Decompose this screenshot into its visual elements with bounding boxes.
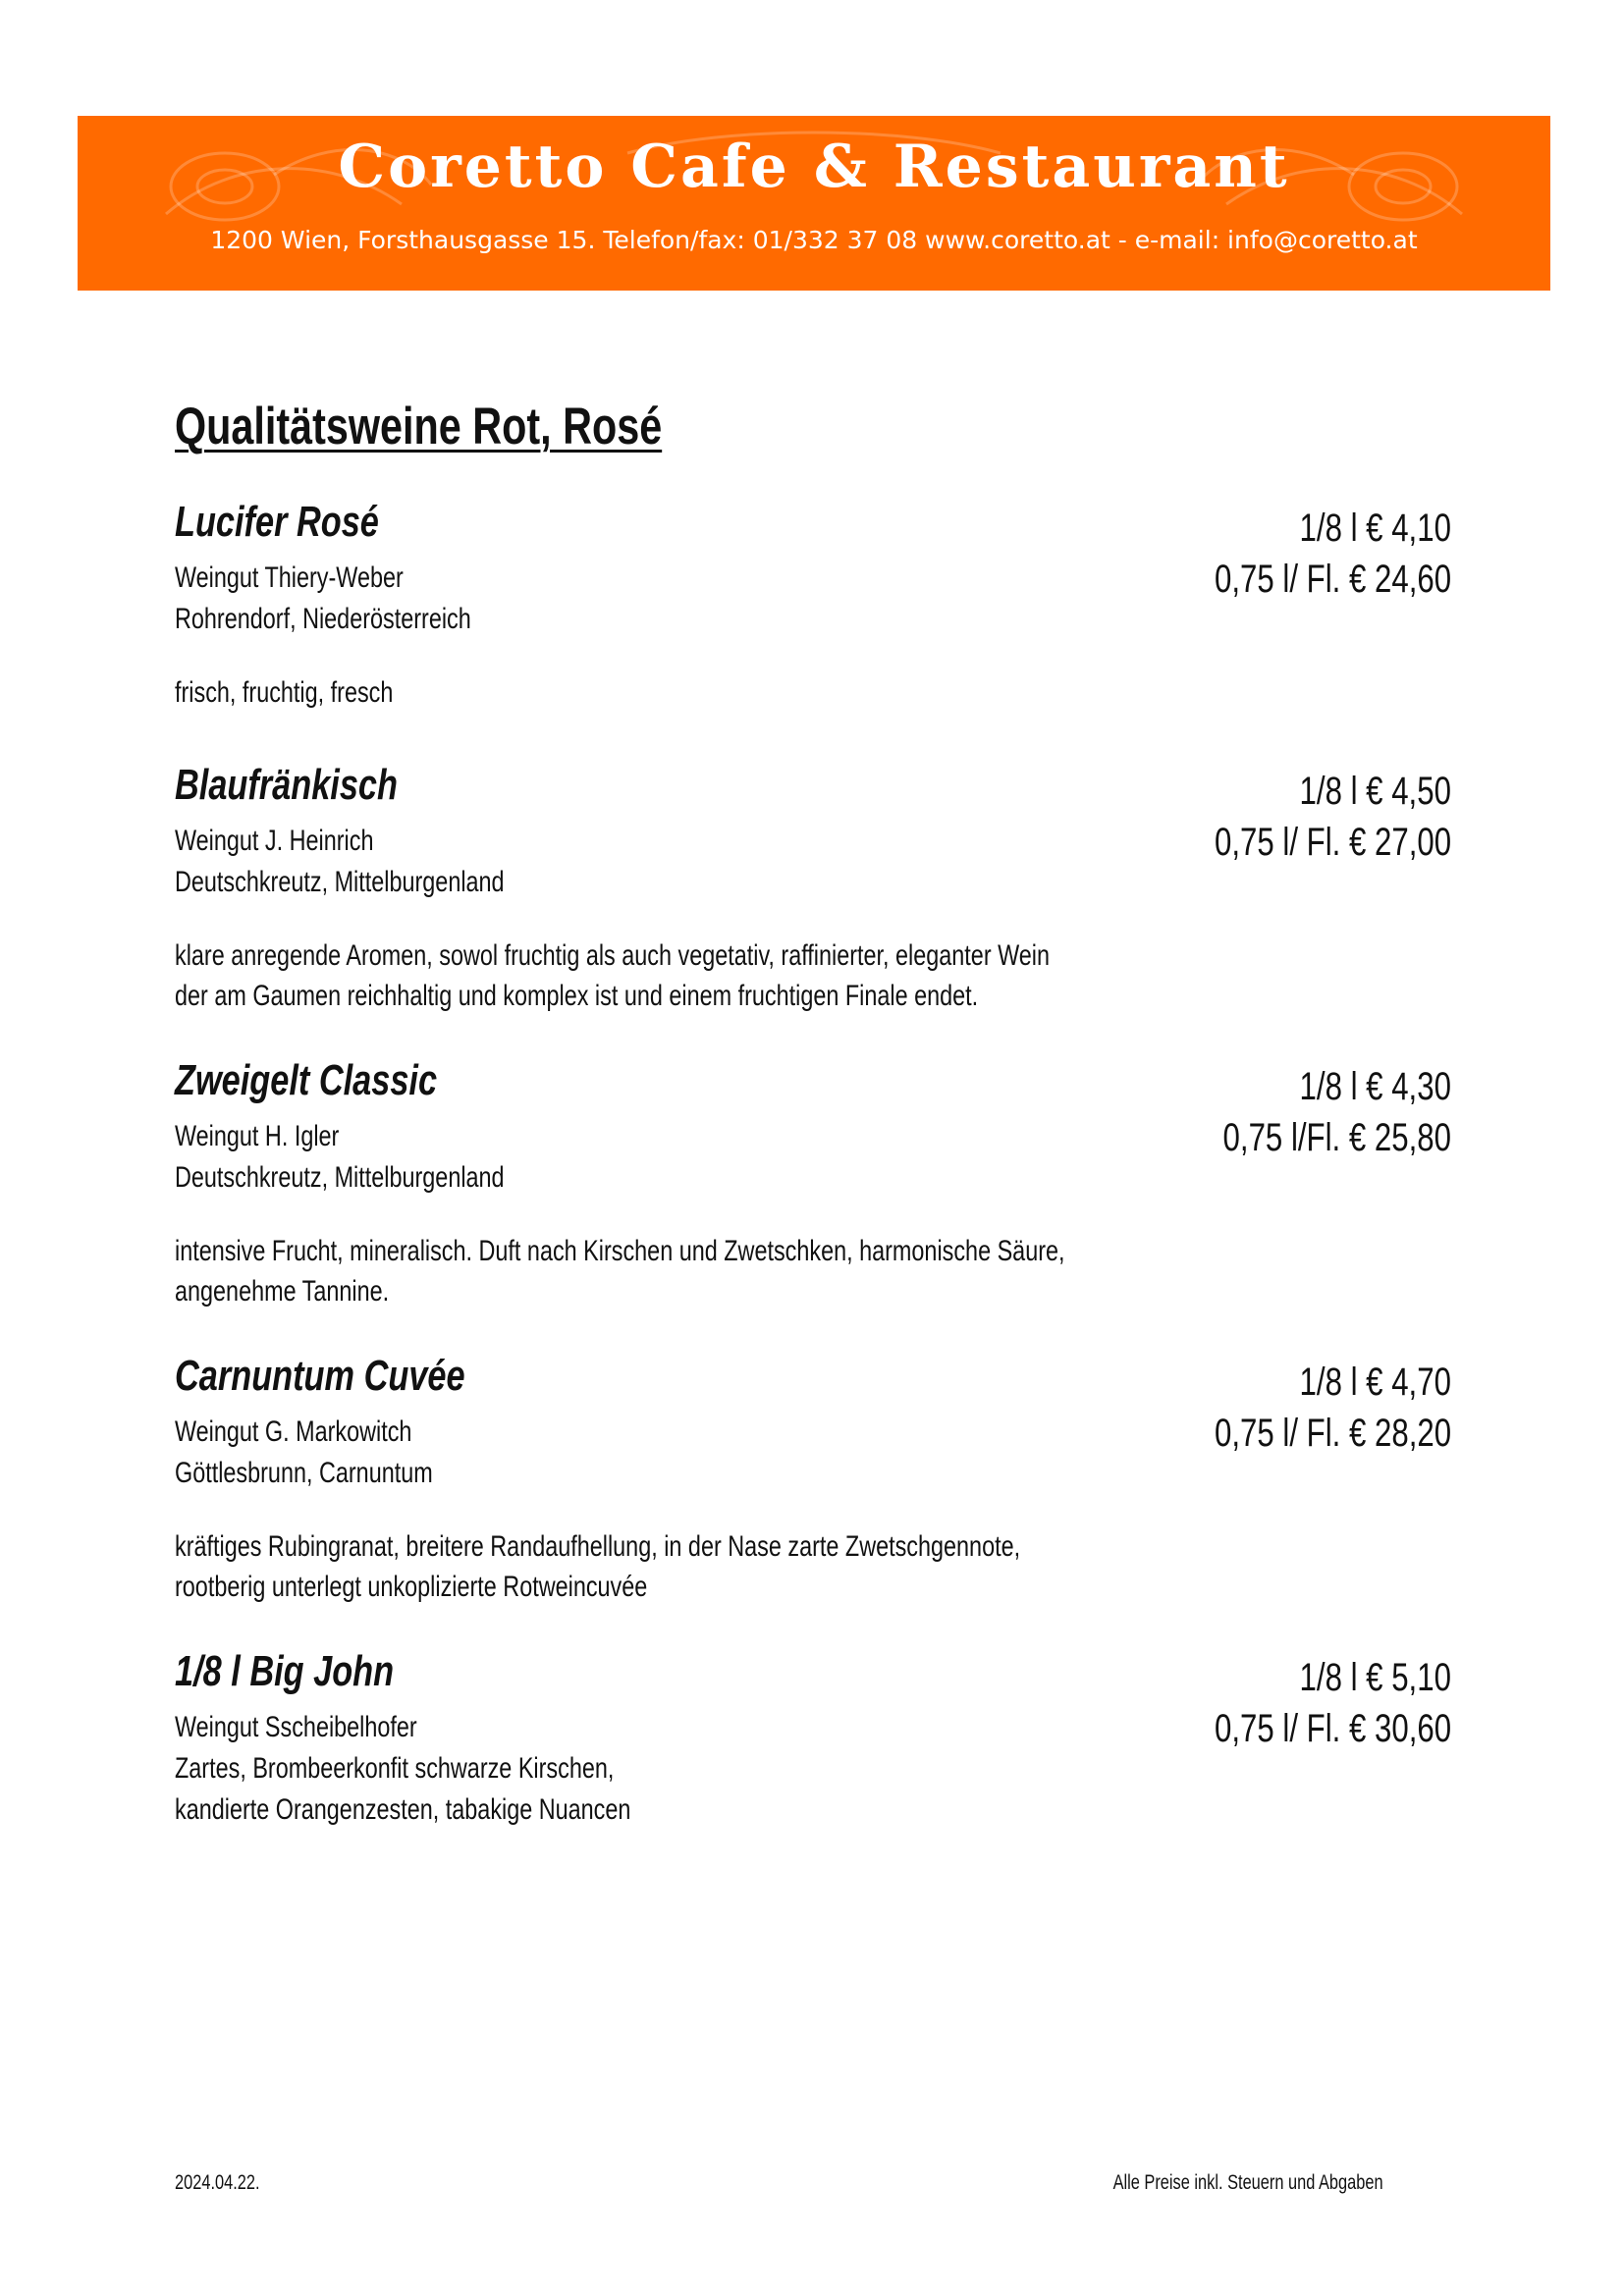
price-glass: 1/8 l € 4,50 [1299,770,1451,813]
winery: Weingut J. Heinrich [175,825,374,857]
winery: Weingut G. Markowitch [175,1415,412,1448]
description-line: angenehme Tannine. [175,1275,390,1308]
price-glass: 1/8 l € 4,70 [1299,1361,1451,1404]
description-line: klare anregende Aromen, sowol fruchtig als auch vegetativ, raffinierter, eleganter Wein [175,939,1051,972]
origin: Deutschkreutz, Mittelburgenland [175,1161,505,1194]
description-line: der am Gaumen reichhaltig und komplex ist und einem fruchtigen Finale endet. [175,980,979,1012]
price-bottle: 0,75 l/ Fl. € 27,00 [1214,821,1451,864]
origin: Göttlesbrunn, Carnuntum [175,1457,433,1489]
winery: Weingut Sscheibelhofer [175,1711,417,1743]
page-title: Qualitätsweine Rot, Rosé [175,398,663,455]
winery: Weingut Thiery-Weber [175,561,404,594]
wine-name: 1/8 l Big John [175,1647,395,1695]
tasting-note: kandierte Orangenzesten, tabakige Nuancen [175,1793,631,1826]
origin: Rohrendorf, Niederösterreich [175,603,471,635]
footer-note: Alle Preise inkl. Steuern und Abgaben [1112,2171,1383,2194]
wine-name: Blaufränkisch [175,761,398,809]
wine-name: Zweigelt Classic [175,1056,438,1104]
price-bottle: 0,75 l/ Fl. € 28,20 [1214,1412,1451,1455]
description-line: rootberig unterlegt unkoplizierte Rotweincuvée [175,1571,648,1603]
price-bottle: 0,75 l/ Fl. € 24,60 [1214,558,1451,601]
tasting-note: Zartes, Brombeerkonfit schwarze Kirschen, [175,1752,615,1785]
header-banner [78,116,1550,291]
price-glass: 1/8 l € 5,10 [1299,1656,1451,1699]
price-glass: 1/8 l € 4,30 [1299,1065,1451,1108]
price-bottle: 0,75 l/ Fl. € 30,60 [1214,1707,1451,1750]
description-line: kräftiges Rubingranat, breitere Randaufhellung, in der Nase zarte Zwetschgennote, [175,1530,1021,1563]
contact-info: 1200 Wien, Forsthausgasse 15. Telefon/fax: 01/332 37 08 www.coretto.at - e-mail: info@coretto.at [210,226,1418,254]
footer-date: 2024.04.22. [175,2171,260,2194]
price-glass: 1/8 l € 4,10 [1299,507,1451,550]
wine-name: Lucifer Rosé [175,498,379,546]
price-bottle: 0,75 l/Fl. € 25,80 [1222,1116,1451,1159]
winery: Weingut H. Igler [175,1120,340,1152]
description-line: intensive Frucht, mineralisch. Duft nach Kirschen und Zwetschken, harmonische Säure, [175,1235,1065,1267]
wine-name: Carnuntum Cuvée [175,1352,465,1400]
restaurant-name: Coretto Cafe & Restaurant [338,133,1290,201]
description-line: frisch, fruchtig, fresch [175,676,394,709]
origin: Deutschkreutz, Mittelburgenland [175,866,505,898]
